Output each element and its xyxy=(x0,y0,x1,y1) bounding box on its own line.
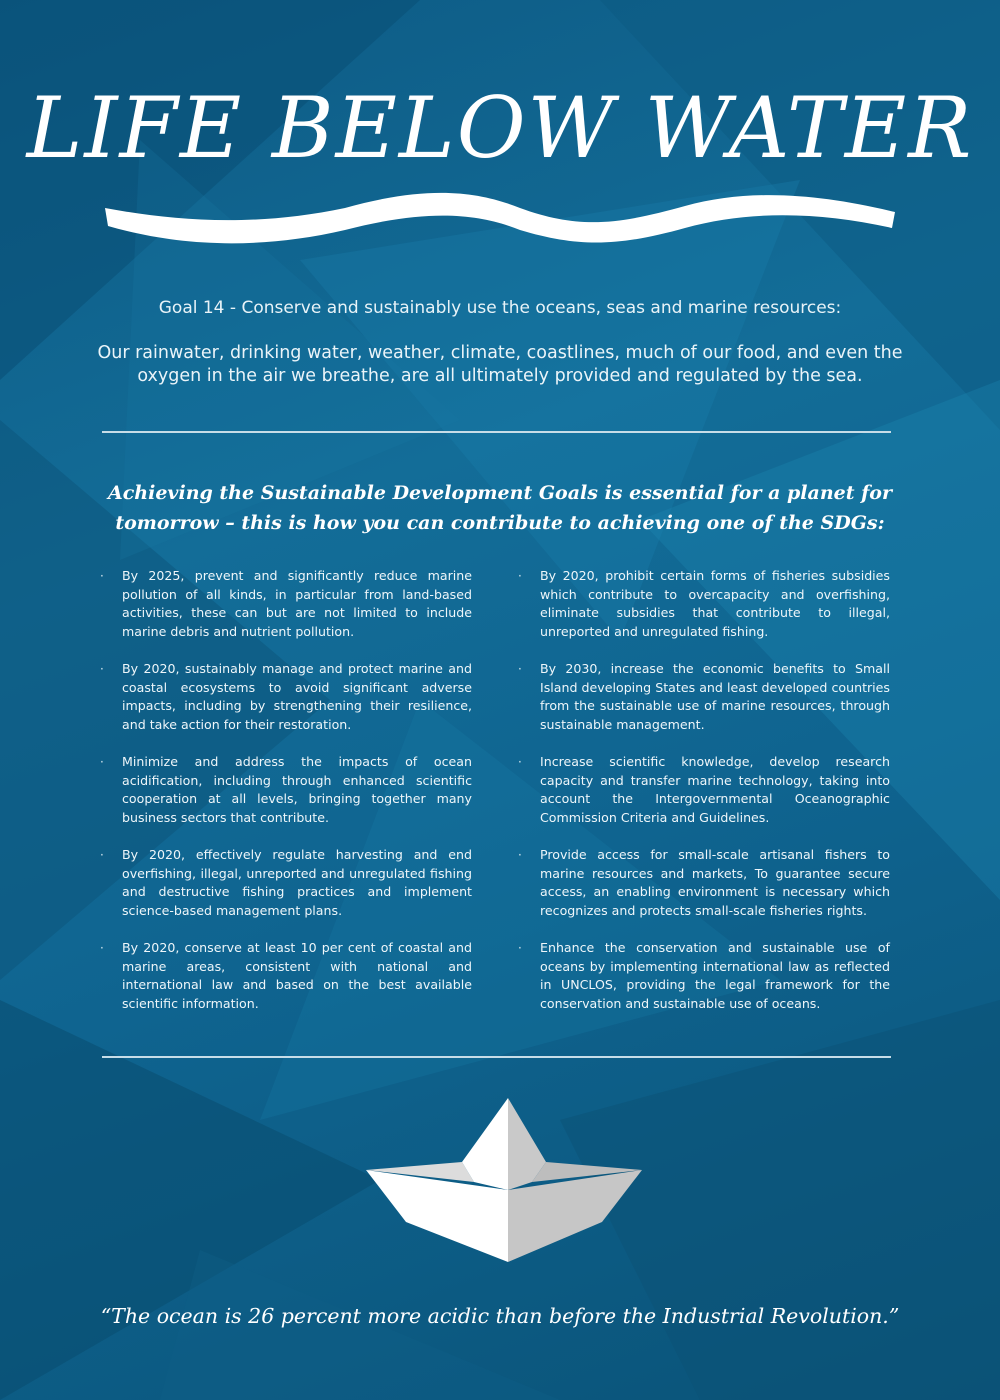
list-item xyxy=(518,846,890,920)
divider-bottom xyxy=(102,1056,891,1058)
wave-divider-icon xyxy=(100,186,900,256)
targets-left-column xyxy=(100,567,472,1032)
bullet-icon: · xyxy=(100,569,104,583)
list-item-text: Minimize and address the impacts of ocean acidification, including through enhanced scientific cooperation at all levels, bringing together many business sectors that contribute. xyxy=(122,754,472,825)
list-item xyxy=(100,660,472,734)
bullet-icon: · xyxy=(518,755,522,769)
list-item-text: By 2020, effectively regulate harvesting and end overfishing, illegal, unreported and unregulated fishing and destructive fishing practices and implement science-based management plans. xyxy=(122,847,472,918)
goal-statement: Goal 14 - Conserve and sustainably use the oceans, seas and marine resources: xyxy=(158,298,842,318)
list-item-text: Enhance the conservation and sustainable use of oceans by implementing international law as reflected in UNCLOS, providing the legal framework for the conservation and sustainable use of oceans. xyxy=(540,940,890,1011)
list-item xyxy=(518,660,890,734)
bullet-icon: · xyxy=(518,662,522,676)
bullet-icon: · xyxy=(100,755,104,769)
list-item-text: Increase scientific knowledge, develop research capacity and transfer marine technology, taking into account the Intergovernmental Oceanographic Commission Criteria and Guidelines. xyxy=(540,754,890,825)
bullet-icon: · xyxy=(518,941,522,955)
targets-right-column xyxy=(518,567,890,1032)
list-item-text: By 2020, prohibit certain forms of fisheries subsidies which contribute to overcapacity and overfishing, eliminate subsidies that contribute to illegal, unreported and unregulated fishing. xyxy=(540,568,890,639)
bullet-icon: · xyxy=(100,848,104,862)
paper-boat-icon xyxy=(366,1098,642,1262)
list-item xyxy=(518,567,890,641)
list-item xyxy=(100,567,472,641)
list-item-text: By 2020, conserve at least 10 per cent of coastal and marine areas, consistent with national and international law and based on the best available scientific information. xyxy=(122,940,472,1011)
bullet-icon: · xyxy=(100,941,104,955)
list-item-text: Provide access for small-scale artisanal fishers to marine resources and markets, To guarantee secure access, an enabling environment is necessary which recognizes and protects small-scale fisheries rights. xyxy=(540,847,890,918)
list-item-text: By 2030, increase the economic benefits to Small Island developing States and least developed countries from the sustainable use of marine resources, through sustainable management. xyxy=(540,661,890,732)
list-item-text: By 2025, prevent and significantly reduce marine pollution of all kinds, in particular from land-based activities, these can but are not limited to include marine debris and nutrient pollution. xyxy=(122,568,472,639)
divider-top xyxy=(102,431,891,433)
bullet-icon: · xyxy=(100,662,104,676)
list-item xyxy=(100,939,472,1013)
page-title: LIFE BELOW WATER xyxy=(26,79,974,177)
list-item xyxy=(100,846,472,920)
intro-paragraph: Our rainwater, drinking water, weather, climate, coastlines, much of our food, and even the oxygen in the air we breathe, are all ultimately provided and regulated by the sea. xyxy=(97,343,903,386)
closing-quote: “The ocean is 26 percent more acidic than before the Industrial Revolution.” xyxy=(100,1304,900,1328)
lead-heading: Achieving the Sustainable Development Goals is essential for a planet for tomorrow – this is how you can contribute to achieving one of the SDGs: xyxy=(108,482,892,534)
bullet-icon: · xyxy=(518,569,522,583)
bullet-icon: · xyxy=(518,848,522,862)
list-item xyxy=(518,939,890,1013)
list-item-text: By 2020, sustainably manage and protect marine and coastal ecosystems to avoid significant adverse impacts, including by strengthening their resilience, and take action for their restoration. xyxy=(122,661,472,732)
list-item xyxy=(100,753,472,827)
list-item xyxy=(518,753,890,827)
